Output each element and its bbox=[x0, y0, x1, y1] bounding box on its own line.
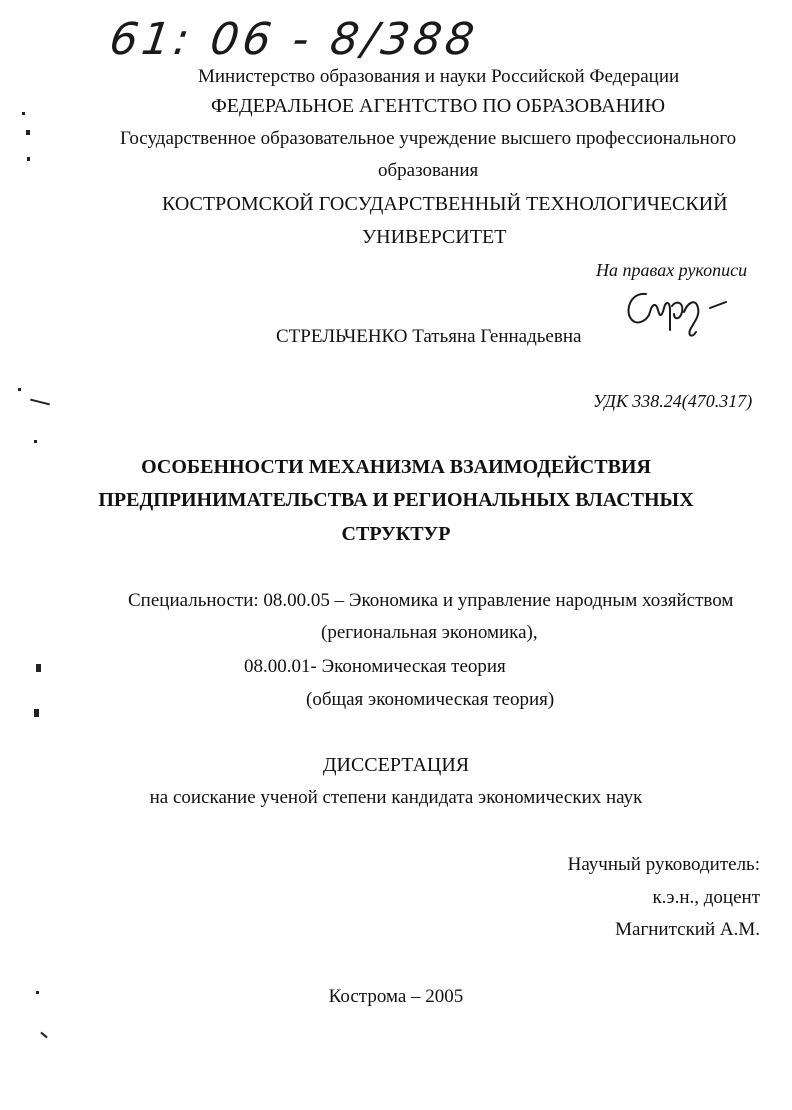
manuscript-note: На правах рукописи bbox=[596, 260, 748, 280]
title-line-2: ПРЕДПРИНИМАТЕЛЬСТВА И РЕГИОНАЛЬНЫХ ВЛАСТНЫХ bbox=[98, 489, 694, 511]
ministry-line: Министерство образования и науки Российской Федерации bbox=[198, 66, 680, 87]
specialty-line-3: 08.00.01- Экономическая теория bbox=[244, 656, 506, 677]
title-line-3: СТРУКТУР bbox=[341, 523, 451, 545]
footer-city-year: Кострома – 2005 bbox=[328, 986, 464, 1007]
author-name: СТРЕЛЬЧЕНКО Татьяна Геннадьевна bbox=[276, 326, 582, 347]
university-line-2: УНИВЕРСИТЕТ bbox=[362, 226, 507, 248]
specialty-line-2: (региональная экономика), bbox=[321, 622, 538, 643]
institution-line-2: образования bbox=[378, 160, 479, 181]
scan-speck bbox=[22, 112, 25, 115]
specialty-line-1: Специальности: 08.00.05 – Экономика и управление народным хозяйством bbox=[128, 590, 734, 611]
agency-line: ФЕДЕРАЛЬНОЕ АГЕНТСТВО ПО ОБРАЗОВАНИЮ bbox=[211, 95, 666, 117]
dissertation-label: ДИССЕРТАЦИЯ bbox=[322, 754, 470, 776]
university-line-1: КОСТРОМСКОЙ ГОСУДАРСТВЕННЫЙ ТЕХНОЛОГИЧЕСКИЙ bbox=[162, 193, 728, 215]
supervisor-name: Магнитский А.М. bbox=[615, 919, 760, 940]
supervisor-label: Научный руководитель: bbox=[567, 854, 760, 875]
scan-speck bbox=[27, 157, 30, 161]
scan-speck bbox=[30, 399, 50, 406]
archive-number-handwritten: 61: 06 - 8/388 bbox=[106, 14, 482, 65]
scan-speck bbox=[18, 388, 21, 391]
scan-speck bbox=[34, 709, 39, 717]
supervisor-title: к.э.н., доцент bbox=[652, 887, 760, 908]
scan-speck bbox=[34, 440, 37, 443]
scan-speck bbox=[26, 130, 30, 135]
institution-line-1: Государственное образовательное учреждение высшего профессионального bbox=[120, 128, 737, 149]
title-line-1: ОСОБЕННОСТИ МЕХАНИЗМА ВЗАИМОДЕЙСТВИЯ bbox=[141, 456, 651, 478]
scan-speck bbox=[40, 1032, 47, 1039]
degree-line: на соискание ученой степени кандидата экономических наук bbox=[149, 787, 643, 808]
scan-speck bbox=[36, 991, 39, 994]
signature bbox=[618, 286, 738, 342]
scan-speck bbox=[36, 664, 41, 672]
specialty-line-4: (общая экономическая теория) bbox=[306, 689, 555, 710]
udk-code: УДК 338.24(470.317) bbox=[593, 391, 753, 411]
